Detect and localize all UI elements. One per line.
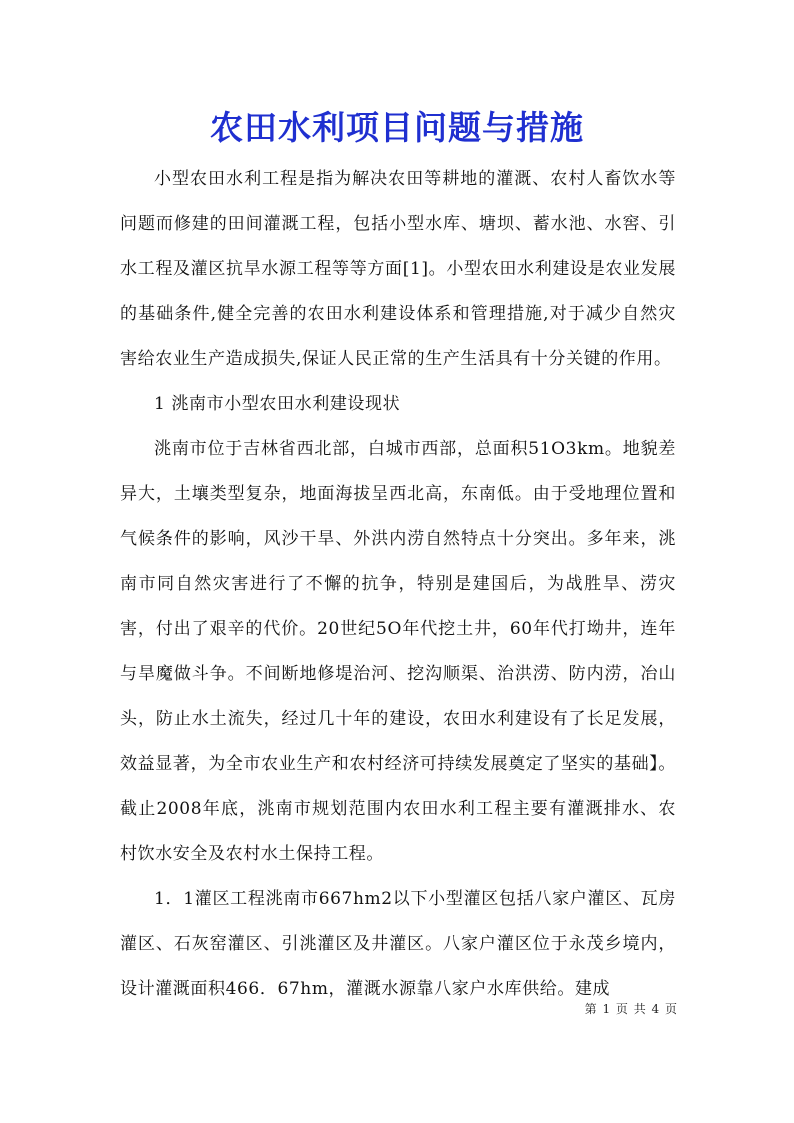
section-heading: 1 洮南市小型农田水利建设现状: [154, 394, 401, 414]
paragraph-intro: 小型农田水利工程是指为解决农田等耕地的灌溉、农村人畜饮水等问题而修建的田间灌溉工程，包括小型水库、塘坝、蓄水池、水窖、引水工程及灌区抗旱水源工程等等方面[1]。小型农田水利建设是农业发展的基础条件,健全完善的农田水利建设体系和管理措施,对于减少自然灾害给农业生产造成损失,保证人民正常的生产生活具有十分关键的作用。: [120, 169, 676, 369]
paragraph-overview: 洮南市位于吉林省西北部，白城市西部，总面积51O3km。地貌差异大，土壤类型复杂，地面海拔呈西北高，东南低。由于受地理位置和气候条件的影响，风沙干旱、外洪内涝自然特点十分突出。多年来，洮南市同自然灾害进行了不懈的抗争，特别是建国后，为战胜旱、涝灾害，付出了艰辛的代价。20世纪5O年代挖土井，60年代打坳井，连年与旱魔做斗争。不间断地修堤治河、挖沟顺渠、治洪涝、防内涝，冶山头，防止水土流失，经过几十年的建设，农田水利建设有了长足发展，效益显著，为全市农业生产和农村经济可持续发展奠定了坚实的基础】。截止2008年底，洮南市规划范围内农田水利工程主要有灌溉排水、农村饮水安全及农村水土保持工程。: [120, 439, 676, 864]
document-title: 农田水利项目问题与措施: [210, 108, 584, 147]
page-number-footer: 第 1 页 共 4 页: [584, 1002, 678, 1016]
paragraph-irrigation: 1．1灌区工程洮南市667hm2以下小型灌区包括八家户灌区、瓦房灌区、石灰窑灌区、引洮灌区及井灌区。八家户灌区位于永茂乡境内，设计灌溉面积466．67hm，灌溉水源靠八家户水库供给。建成: [120, 889, 676, 999]
document-body: [120, 157, 676, 1012]
